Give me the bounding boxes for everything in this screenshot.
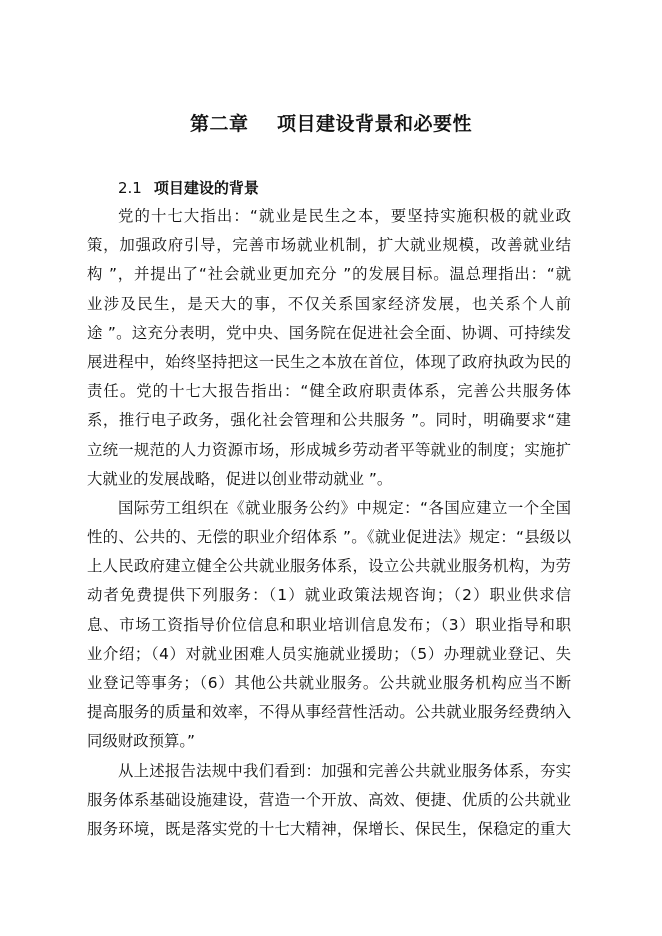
body-text [87, 202, 571, 844]
text-line: 从上述报告法规中我们看到：加强和完善公共就业服务体系，夯实 [118, 761, 571, 780]
text-line: 构 ”，并提出了“社会就业更加充分 ”的发展目标。温总理指出：“就 [87, 265, 571, 284]
text-line: 国际劳工组织在《就业服务公约》中规定：“各国应建立一个全国 [118, 498, 571, 517]
section-number: 2.1 [118, 179, 142, 197]
text-line: 业涉及民生，是天大的事，不仅关系国家经济发展，也关系个人前 [87, 294, 571, 313]
section-heading [118, 176, 259, 200]
text-line: 上人民政府建立健全公共就业服务体系，设立公共就业服务机构，为劳 [87, 557, 571, 576]
text-line: 同级财政预算。” [87, 732, 196, 751]
text-line: 服务环境，既是落实党的十七大精神，保增长、保民生，保稳定的重大 [87, 819, 571, 838]
paragraph-3 [87, 757, 571, 845]
paragraph-2 [87, 494, 571, 757]
text-line: 展进程中，始终坚持把这一民生之本放在首位，体现了政府执政为民的 [87, 352, 571, 371]
text-line: 大就业的发展战略，促进以创业带动就业 ”。 [87, 469, 393, 488]
section-title: 项目建设的背景 [153, 179, 259, 197]
text-line: 动者免费提供下列服务：（1）就业政策法规咨询；（2）职业供求信 [87, 586, 571, 605]
text-line: 途 ”。这充分表明，党中央、国务院在促进社会全面、协调、可持续发 [87, 323, 571, 342]
text-line: 性的、公共的、无偿的职业介绍体系 ”。《就业促进法》规定：“县级以 [87, 528, 571, 547]
paragraph-1 [87, 202, 571, 494]
chapter-title: 第二章 项目建设背景和必要性 [190, 113, 472, 135]
text-line: 业介绍；（4）对就业困难人员实施就业援助；（5）办理就业登记、失 [87, 644, 571, 663]
text-line: 业登记等事务；（6）其他公共就业服务。公共就业服务机构应当不断 [87, 674, 571, 692]
text-line: 系，推行电子政务，强化社会管理和公共服务 ”。同时，明确要求“建 [87, 411, 571, 430]
text-line: 党的十七大指出：“就业是民生之本，要坚持实施积极的就业政 [118, 207, 571, 225]
text-line: 责任。党的十七大报告指出：“健全政府职责体系，完善公共服务体 [87, 382, 571, 401]
text-line: 提高服务的质量和效率，不得从事经营性活动。公共就业服务经费纳入 [87, 703, 571, 722]
text-line: 息、市场工资指导价位信息和职业培训信息发布；（3）职业指导和职 [87, 615, 571, 634]
text-line: 策，加强政府引导，完善市场就业机制，扩大就业规模，改善就业结 [87, 236, 571, 255]
text-line: 服务体系基础设施建设，营造一个开放、高效、便捷、优质的公共就业 [87, 790, 571, 809]
text-line: 立统一规范的人力资源市场，形成城乡劳动者平等就业的制度；实施扩 [87, 440, 571, 459]
